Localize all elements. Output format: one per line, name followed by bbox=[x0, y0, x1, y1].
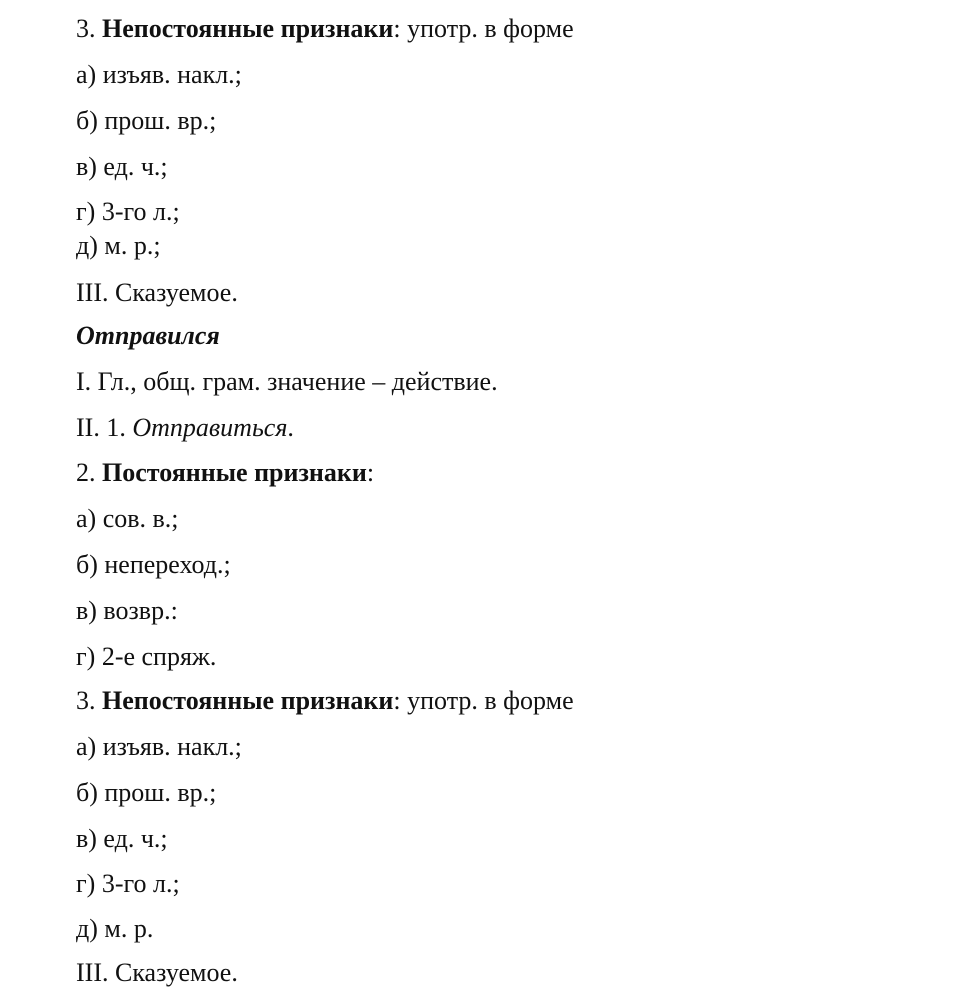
heading-constant-features bbox=[76, 458, 374, 488]
word-heading: Отправился bbox=[76, 321, 220, 350]
list-item: а) изъяв. накл.; bbox=[76, 732, 242, 761]
list-item: д) м. р.; bbox=[76, 231, 161, 260]
bold-term: Непостоянные признаки bbox=[102, 14, 394, 43]
list-item: г) 2-е спряж. bbox=[76, 642, 217, 671]
item-number: 3. bbox=[76, 686, 102, 715]
document-page bbox=[76, 0, 936, 990]
item-rest: : bbox=[366, 458, 375, 487]
item-number: 2. bbox=[76, 458, 102, 487]
list-item: а) изъяв. накл.; bbox=[76, 60, 242, 89]
bold-term: Постоянные признаки bbox=[102, 458, 367, 487]
section-heading: III. Сказуемое. bbox=[76, 278, 238, 307]
list-item: б) прош. вр.; bbox=[76, 106, 217, 135]
list-item: б) непереход.; bbox=[76, 550, 231, 579]
section-heading: III. Сказуемое. bbox=[76, 958, 238, 987]
item-rest: : употр. в форме bbox=[393, 14, 574, 43]
item-rest: . bbox=[287, 413, 294, 442]
list-item: г) 3-го л.; bbox=[76, 869, 180, 898]
list-item: в) возвр.: bbox=[76, 596, 178, 625]
list-item: б) прош. вр.; bbox=[76, 778, 217, 807]
list-item: а) сов. в.; bbox=[76, 504, 179, 533]
heading-nonconstant-features-1 bbox=[76, 14, 574, 44]
italic-term: Отправиться bbox=[132, 413, 288, 442]
list-item: д) м. р. bbox=[76, 914, 154, 943]
heading-nonconstant-features-2 bbox=[76, 686, 574, 716]
item-rest: : употр. в форме bbox=[393, 686, 574, 715]
initial-form-line bbox=[76, 413, 294, 443]
bold-term: Непостоянные признаки bbox=[102, 686, 394, 715]
part-of-speech-line: I. Гл., общ. грам. значение – действие. bbox=[76, 367, 498, 396]
list-item: в) ед. ч.; bbox=[76, 824, 168, 853]
list-item: г) 3-го л.; bbox=[76, 197, 180, 226]
item-number: II. 1. bbox=[76, 413, 133, 442]
list-item: в) ед. ч.; bbox=[76, 152, 168, 181]
item-number: 3. bbox=[76, 14, 102, 43]
